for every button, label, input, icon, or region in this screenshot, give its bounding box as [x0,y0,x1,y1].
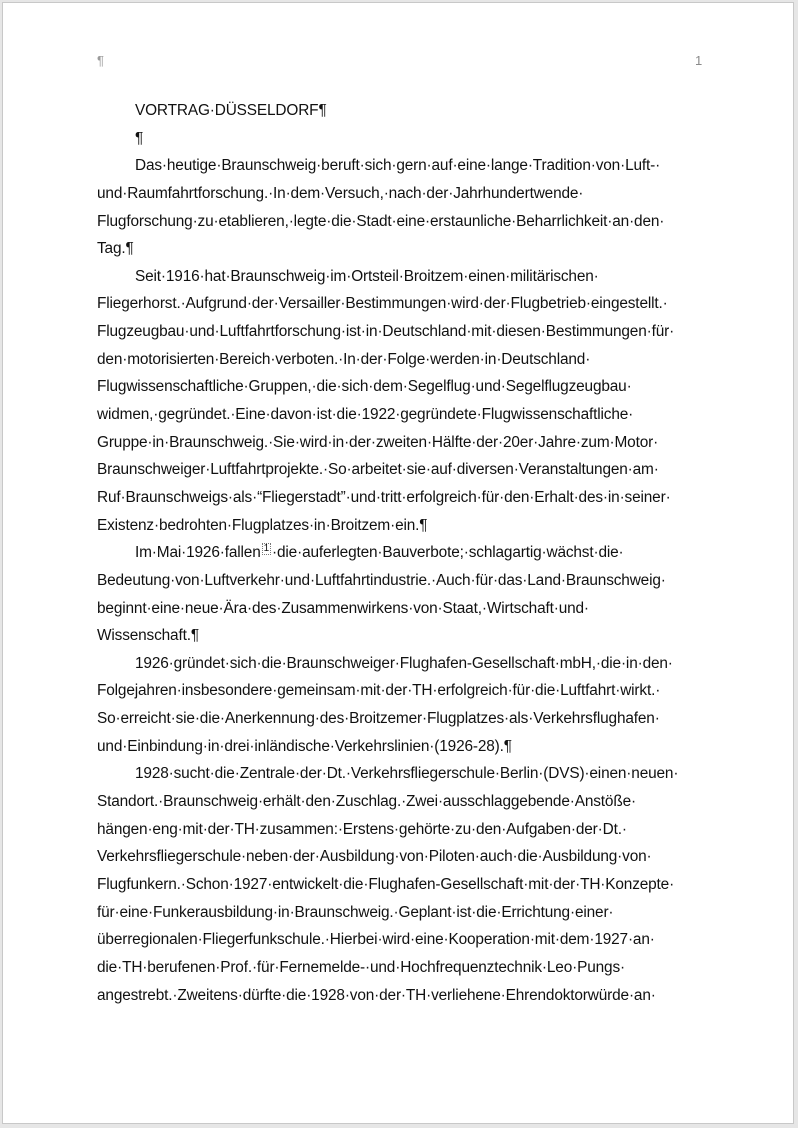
text-segment: ·die·auferlegten·Bauverbote;·schlagartig·wächst·die· [272,544,624,562]
text-line: angestrebt.·Zweitens·dürfte·die·1928·von·der·TH·verliehene·Ehrendoktorwürde·an· [97,986,656,1004]
empty-paragraph: ¶ [135,129,144,147]
page-number: 1 [695,53,703,68]
text-line: Wissenschaft.¶ [97,627,199,645]
text-line: Fliegerhorst.·Aufgrund·der·Versailler·Bestimmungen·wird·der·Flugbetrieb·eingestellt.· [97,295,668,313]
text-line: den·motorisierten·Bereich·verboten.·In·der·Folge·werden·in·Deutschland· [97,350,591,368]
text-line: Ruf·Braunschweigs·als·“Fliegerstadt”·und·tritt·erfolgreich·für·den·Erhalt·des·in·seiner· [97,488,671,506]
text-line: und·Einbindung·in·drei·inländische·Verkehrslinien·(1926-28).¶ [97,737,512,755]
text-line: 1926·gründet·sich·die·Braunschweiger·Flughafen-Gesellschaft·mbH,·die·in·den· [135,654,673,672]
text-line: Flugwissenschaftliche·Gruppen,·die·sich·dem·Segelflug·und·Segelflugzeugbau· [97,378,632,396]
text-line: für·eine·Funkerausbildung·in·Braunschweig.·Geplant·ist·die·Errichtung·einer· [97,903,614,921]
text-line: Verkehrsfliegerschule·neben·der·Ausbildung·von·Piloten·auch·die·Ausbildung·von· [97,848,652,866]
text-line: Tag.¶ [97,240,134,258]
text-line: Flugzeugbau·und·Luftfahrtforschung·ist·in·Deutschland·mit·diesen·Bestimmungen·für· [97,323,675,341]
text-line: Folgejahren·insbesondere·gemeinsam·mit·der·TH·erfolgreich·für·die·Luftfahrt·wirkt.· [97,682,661,700]
paragraph [97,152,707,263]
text-line: die·TH·berufenen·Prof.·für·Fernemelde-·und·Hochfrequenztechnik·Leo·Pungs· [97,958,625,976]
text-line: Standort.·Braunschweig·erhält·den·Zuschlag.·Zwei·ausschlaggebende·Anstöße· [97,793,636,811]
footnote-reference[interactable]: 1 [263,543,270,555]
text-line: hängen·eng·mit·der·TH·zusammen:·Erstens·gehörte·zu·den·Aufgaben·der·Dt.· [97,820,627,838]
text-line: So·erreicht·sie·die·Anerkennung·des·Broitzemer·Flugplatzes·als·Verkehrsflughafen· [97,710,660,728]
document-title: VORTRAG·DÜSSELDORF¶ [135,102,327,119]
document-body[interactable] [97,97,707,1009]
text-line: widmen,·gegründet.·Eine·davon·ist·die·1922·gegründete·Flugwissenschaftliche· [97,406,634,424]
text-line [97,539,707,567]
text-line: Seit·1916·hat·Braunschweig·im·Ortsteil·Broitzem·einen·militärischen· [135,267,599,285]
document-page[interactable] [2,2,794,1124]
text-line: Das·heutige·Braunschweig·beruft·sich·gern·auf·eine·lange·Tradition·von·Luft-· [135,157,661,175]
text-line: Bedeutung·von·Luftverkehr·und·Luftfahrtindustrie.·Auch·für·das·Land·Braunschweig· [97,571,666,589]
text-line: Flugforschung·zu·etablieren,·legte·die·Stadt·eine·erstaunliche·Beharrlichkeit·an·den· [97,212,665,230]
paragraph [97,760,707,1009]
text-line: und·Raumfahrtforschung.·In·dem·Versuch,·nach·der·Jahrhundertwende· [97,184,584,202]
text-line: beginnt·eine·neue·Ära·des·Zusammenwirkens·von·Staat,·Wirtschaft·und· [97,599,589,617]
paragraph [97,539,707,650]
text-line: 1928·sucht·die·Zentrale·der·Dt.·Verkehrsfliegerschule·Berlin·(DVS)·einen·neuen· [135,765,679,783]
text-segment: Im·Mai·1926·fallen [135,544,261,562]
text-line: Existenz·bedrohten·Flugplatzes·in·Broitzem·ein.¶ [97,516,428,534]
text-line: überregionalen·Fliegerfunkschule.·Hierbei·wird·eine·Kooperation·mit·dem·1927·an· [97,931,655,949]
paragraph [97,650,707,761]
text-line: Flugfunkern.·Schon·1927·entwickelt·die·Flughafen-Gesellschaft·mit·der·TH·Konzepte· [97,875,675,893]
header-paragraph-mark: ¶ [97,53,104,68]
paragraph [97,263,707,539]
text-line: Braunschweiger·Luftfahrtprojekte.·So·arbeitet·sie·auf·diversen·Veranstaltungen·am· [97,461,659,479]
text-line: Gruppe·in·Braunschweig.·Sie·wird·in·der·zweiten·Hälfte·der·20er·Jahre·zum·Motor· [97,433,659,451]
